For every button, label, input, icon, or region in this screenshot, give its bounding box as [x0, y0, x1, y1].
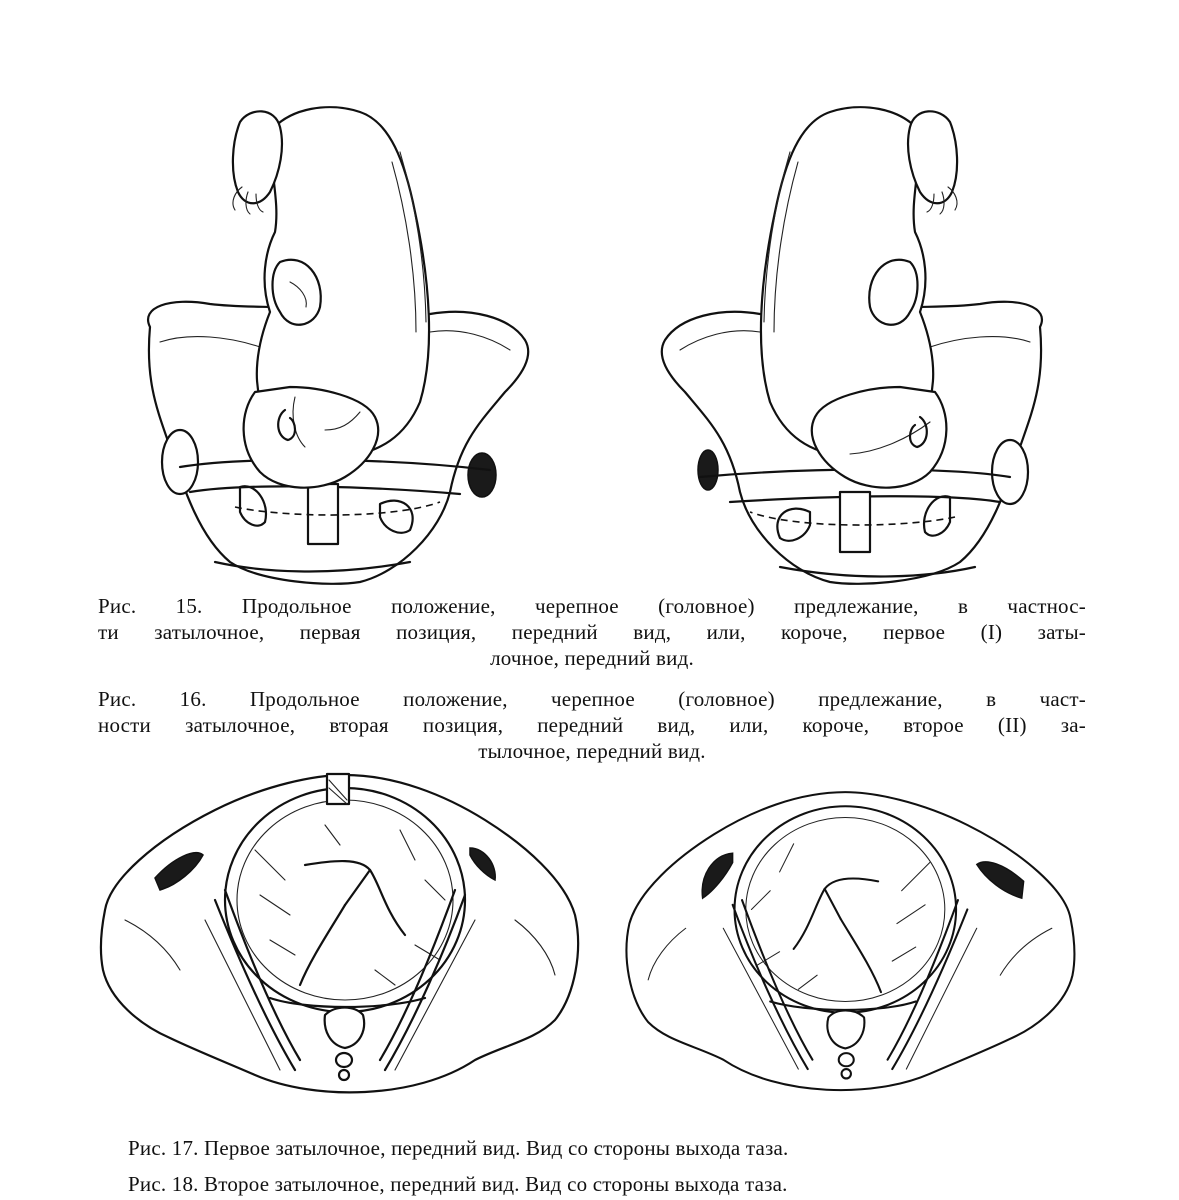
caption-line: тылочное, передний вид. — [478, 739, 706, 763]
figure-16-caption — [98, 686, 1086, 764]
caption-line: Рис. 16. Продольное положение, черепное (головное) предлежание, в част- — [98, 687, 1086, 711]
caption-line: Рис. 15. Продольное положение, черепное (головное) предлежание, в частнос- — [98, 594, 1086, 618]
caption-line: лочное, передний вид. — [490, 646, 694, 670]
figure-18-caption: Рис. 18. Второе затылочное, передний вид. Вид со стороны выхода таза. — [128, 1172, 788, 1196]
figure-16-illustration — [640, 92, 1060, 587]
figure-17-caption: Рис. 17. Первое затылочное, передний вид. Вид со стороны выхода таза. — [128, 1136, 789, 1160]
figure-18-illustration — [620, 785, 1080, 1095]
figure-17-illustration — [95, 770, 585, 1095]
figure-15-illustration — [130, 92, 550, 587]
caption-line: ти затылочное, первая позиция, передний вид, или, короче, первое (I) заты- — [98, 620, 1086, 644]
caption-line: ности затылочное, вторая позиция, передний вид, или, короче, второе (II) за- — [98, 713, 1086, 737]
figure-15-caption — [98, 593, 1086, 671]
